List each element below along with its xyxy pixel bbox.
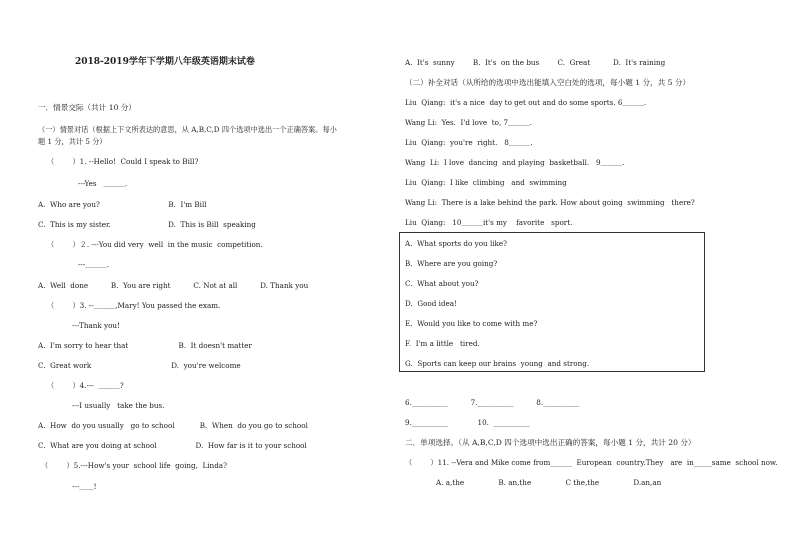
dialogue-line-6: Wang Li: There is a lake behind the park. How about going swimming there? bbox=[405, 198, 695, 207]
q5-stem: （ ）5.---How's your school life going, Linda? bbox=[41, 461, 227, 470]
dialogue-line-7: Liu Qiang: 10＿＿＿it's my favorite sport. bbox=[405, 218, 573, 227]
q11-stem: （ ）11. --Vera and Mike come from______ European country.They are in_____same school now. bbox=[405, 458, 778, 467]
q2-line2: ---＿＿＿. bbox=[78, 260, 110, 269]
subsection-1-instructions-1: （一）情景对话（根据上下文所表达的意思，从 A,B,C,D 四个选项中选出一个正确答案。每小 bbox=[38, 125, 337, 134]
q2-options: A. Well done B. You are right C. Not at all D. Thank you bbox=[38, 281, 309, 290]
box-option-d: D. Good idea! bbox=[405, 299, 457, 308]
dialogue-line-5: Liu Qiang: I like climbing and swimming bbox=[405, 178, 567, 187]
q4-stem: （ ）4.--- ＿＿＿? bbox=[47, 381, 124, 390]
section-2-heading: 二．单项选择。（从 A,B,C,D 四个选项中选出正确的答案，每小题 1 分，共计 20 分） bbox=[405, 438, 696, 447]
q1-stem: （ ）1. --Hello! Could I speak to Bill? bbox=[47, 157, 199, 166]
q4-options-ab: A. How do you usually go to school B. When do you go to school bbox=[38, 421, 308, 430]
dialogue-line-1: Liu Qiang: it's a nice day to get out and do some sports. 6＿＿＿. bbox=[405, 98, 647, 107]
q5-options: A. It's sunny B. It's on the bus C. Great D. It's raining bbox=[405, 58, 666, 67]
page-title: 2018-2019学年下学期八年级英语期末试卷 bbox=[75, 57, 255, 67]
q1-options-cd: C. This is my sister. D. This is Bill speaking bbox=[38, 220, 256, 229]
answer-blanks-6-8: 6.__________ 7.__________ 8.__________ bbox=[405, 398, 580, 407]
box-option-f: F. I'm a little tired. bbox=[405, 339, 480, 348]
dialogue-line-3: Liu Qiang: you're right. 8＿＿＿. bbox=[405, 138, 533, 147]
q3-options-cd: C. Great work D. you're welcome bbox=[38, 361, 241, 370]
answer-blanks-9-10: 9.__________ 10. __________ bbox=[405, 418, 530, 427]
subsection-1-instructions-2: 题 1 分，共计 5 分） bbox=[38, 137, 107, 146]
section-1-heading: 一．情景交际（共计 10 分） bbox=[38, 103, 137, 112]
q5-line2: ---＿＿! bbox=[72, 482, 97, 491]
q11-options: A. a,the B. an,the C the,the D.an,an bbox=[436, 478, 662, 487]
subsection-2-instructions: （二）补全对话（从所给的选项中选出能填入空白处的选项，每小题 1 分，共 5 分） bbox=[405, 78, 691, 87]
q3-stem: （ ）3. --＿＿＿,Mary! You passed the exam. bbox=[47, 301, 221, 310]
box-option-g: G. Sports can keep our brains young and strong. bbox=[405, 359, 590, 368]
q4-line2: ---I usually take the bus. bbox=[72, 401, 165, 410]
q3-line2: ---Thank you! bbox=[72, 321, 120, 330]
q1-options-ab: A. Who are you? B. I'm Bill bbox=[38, 200, 207, 209]
q3-options-ab: A. I'm sorry to hear that B. It doesn't matter bbox=[38, 341, 252, 350]
box-option-a: A. What sports do you like? bbox=[405, 239, 508, 248]
dialogue-line-4: Wang Li: I love dancing and playing basketball. 9＿＿＿. bbox=[405, 158, 625, 167]
dialogue-line-2: Wang Li: Yes. I'd love to, 7＿＿＿. bbox=[405, 118, 532, 127]
box-option-b: B. Where are you going? bbox=[405, 259, 498, 268]
q1-line2: ---Yes ＿＿＿. bbox=[78, 179, 128, 188]
box-option-e: E. Would you like to come with me? bbox=[405, 319, 538, 328]
q4-options-cd: C. What are you doing at school D. How far is it to your school bbox=[38, 441, 307, 450]
box-option-c: C. What about you? bbox=[405, 279, 479, 288]
q2-stem: （ ）２. ---You did very well in the music competition. bbox=[47, 240, 263, 249]
